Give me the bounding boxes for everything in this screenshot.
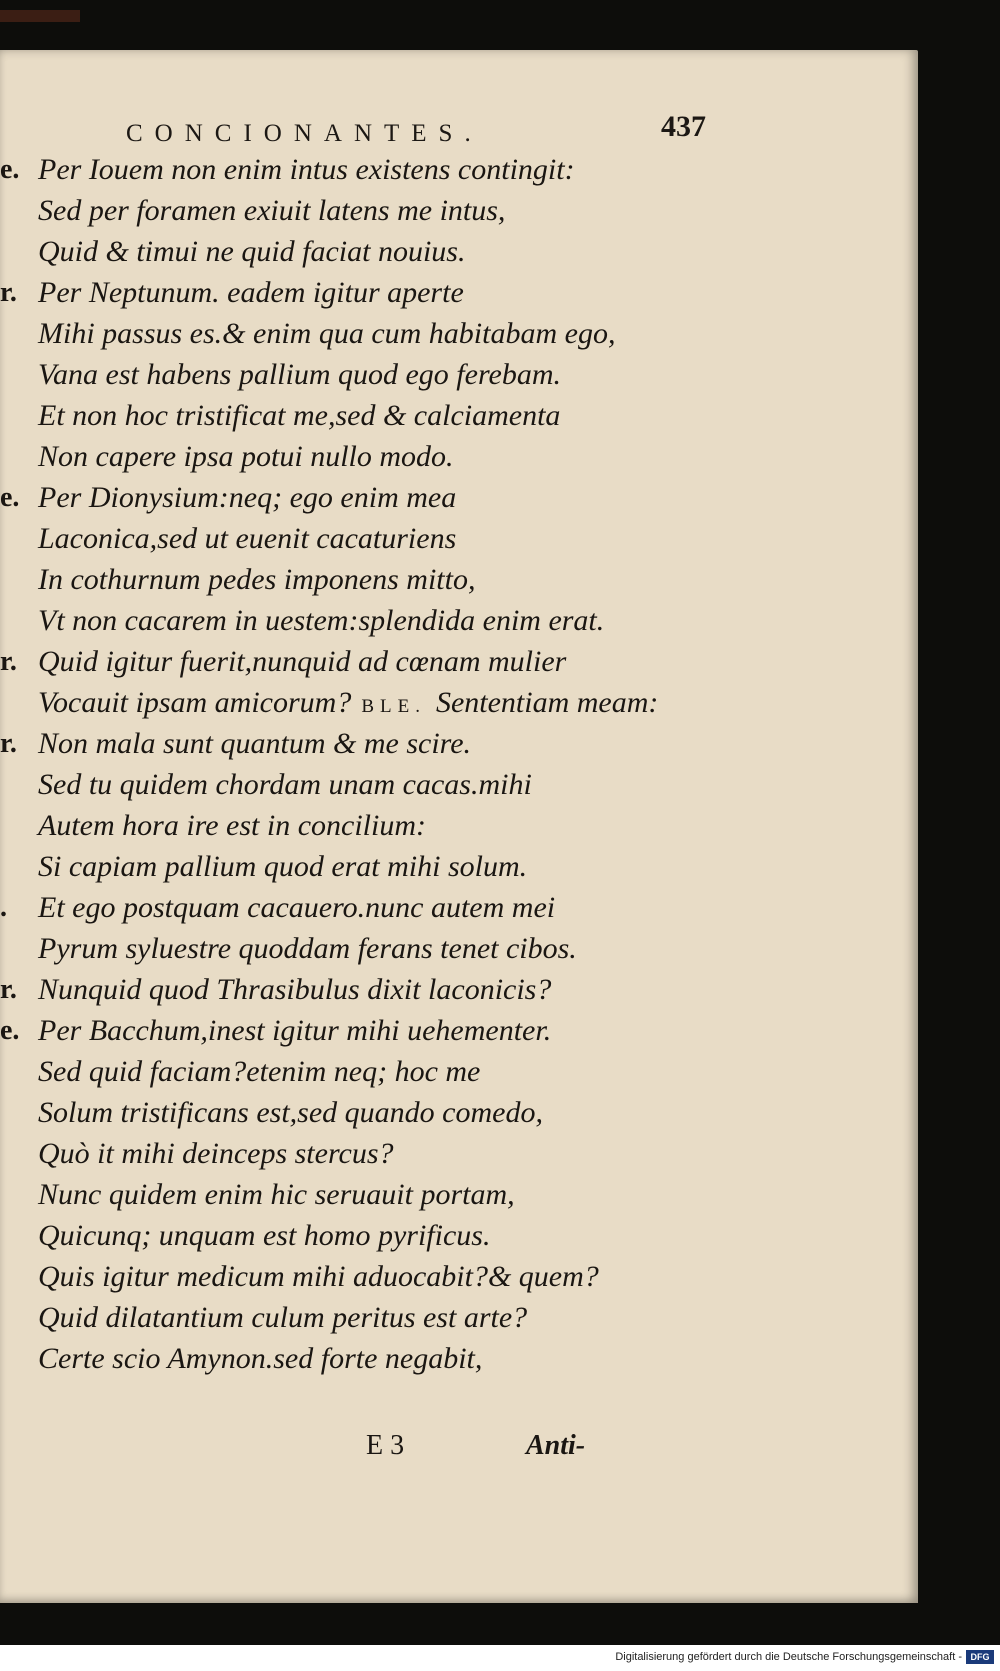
verse-text-part: Quid & timui ne quid faciat nouius. xyxy=(38,235,466,268)
verse-text xyxy=(38,1297,527,1338)
verse-text-part: Pyrum syluestre quoddam ferans tenet cibos. xyxy=(38,932,577,965)
dfg-logo: DFG xyxy=(966,1650,994,1664)
verse-line xyxy=(0,1133,918,1174)
verse-text-part: Et ego postquam cacauero.nunc autem mei xyxy=(38,891,556,924)
verse-text-part: Non mala sunt quantum & me scire. xyxy=(38,727,472,760)
verse-line xyxy=(0,313,918,354)
page-number: 437 xyxy=(661,110,706,143)
verse-line xyxy=(0,1174,918,1215)
verse-text xyxy=(38,1010,551,1051)
verse-text xyxy=(38,1338,482,1379)
catchword: Anti- xyxy=(526,1430,586,1461)
verse-text xyxy=(38,1133,394,1174)
verse-text xyxy=(38,928,577,969)
verse-line xyxy=(0,436,918,477)
verse-text xyxy=(38,436,454,477)
verse-line xyxy=(0,477,918,518)
verse-text-part: Et non hoc tristificat me,sed & calciamenta xyxy=(38,399,561,432)
verse-line xyxy=(0,1338,918,1379)
verse-text xyxy=(38,805,426,846)
verse-line xyxy=(0,969,918,1010)
verse-line xyxy=(0,354,918,395)
verse-text-part: Per Iouem non enim intus existens contingit: xyxy=(38,153,575,186)
speaker-mark: . xyxy=(0,892,7,923)
verse-text-part: Si capiam pallium quod erat mihi solum. xyxy=(38,850,528,883)
verse-text-part: Mihi passus es.& enim qua cum habitabam ego, xyxy=(38,317,616,350)
verse-text xyxy=(38,846,527,887)
speaker-mark: r. xyxy=(0,728,17,759)
verse-text xyxy=(38,887,555,928)
verse-text-part: Quicunq; unquam est homo pyrificus. xyxy=(38,1219,491,1252)
verse-text-part: Sed per foramen exiuit latens me intus, xyxy=(38,194,506,227)
verse-line xyxy=(0,518,918,559)
verse-line xyxy=(0,1092,918,1133)
speaker-mark: r. xyxy=(0,277,17,308)
verse-line xyxy=(0,723,918,764)
verse-line xyxy=(0,1215,918,1256)
verse-text-part: Vana est habens pallium quod ego ferebam. xyxy=(38,358,561,391)
verse-text-part: Laconica,sed ut euenit cacaturiens xyxy=(38,522,457,555)
verse-text-part: Quid dilatantium culum peritus est arte? xyxy=(38,1301,528,1334)
verse-line xyxy=(0,887,918,928)
verse-text-part: Quid igitur fuerit,nunquid ad cœnam mulier xyxy=(38,645,567,678)
verse-line xyxy=(0,1010,918,1051)
verse-line xyxy=(0,1256,918,1297)
verse-text xyxy=(38,1092,543,1133)
verse-text xyxy=(38,395,560,436)
speaker-name: BLE. xyxy=(361,696,426,717)
verse-text xyxy=(38,682,658,727)
verse-line xyxy=(0,600,918,641)
verse-text-part: Autem hora ire est in concilium: xyxy=(38,809,426,842)
verse-text-part: In cothurnum pedes imponens mitto, xyxy=(38,563,476,596)
verse-text xyxy=(38,354,561,395)
verse-text-part: Nunquid quod Thrasibulus dixit laconicis? xyxy=(38,973,552,1006)
speaker-mark: r. xyxy=(0,646,17,677)
verse-text-part: Per Neptunum. eadem igitur aperte xyxy=(38,276,464,309)
verse-text xyxy=(38,723,471,764)
verse-text xyxy=(38,1174,515,1215)
verse-text-part: Vocauit ipsam amicorum? xyxy=(38,686,352,719)
signature-mark: E 3 xyxy=(366,1430,405,1461)
verse-text xyxy=(38,641,566,682)
verse-text xyxy=(38,190,505,231)
verse-text-part: Sed quid faciam?etenim neq; hoc me xyxy=(38,1055,481,1088)
verse-line xyxy=(0,764,918,805)
verse-text xyxy=(38,1256,599,1297)
verse-text-part: Solum tristificans est,sed quando comedo, xyxy=(38,1096,543,1129)
verse-text-part: Sententiam meam: xyxy=(435,686,659,719)
verse-text xyxy=(38,477,456,518)
verse-line xyxy=(0,231,918,272)
verse-line xyxy=(0,805,918,846)
verse-text xyxy=(38,1051,480,1092)
speaker-mark: e. xyxy=(0,1015,20,1046)
verse-text-part: Quis igitur medicum mihi aduocabit?& quem? xyxy=(38,1260,599,1293)
verse-line xyxy=(0,641,918,682)
verse-text-part: Non capere ipsa potui nullo modo. xyxy=(38,440,454,473)
verse-text xyxy=(38,272,464,313)
running-head: CONCIONANTES. xyxy=(126,120,483,147)
verse-text xyxy=(38,149,575,190)
verse-line xyxy=(0,1051,918,1092)
page-footer xyxy=(0,1430,918,1470)
credit-bar xyxy=(0,1645,1000,1671)
verse-line xyxy=(0,190,918,231)
speaker-mark: e. xyxy=(0,482,20,513)
verse-text xyxy=(38,559,475,600)
verse-text xyxy=(38,313,615,354)
verse-line xyxy=(0,682,918,723)
verse-text xyxy=(38,231,466,272)
verse-text-part: Nunc quidem enim hic seruauit portam, xyxy=(38,1178,515,1211)
verse-lines xyxy=(0,149,918,1379)
verse-text xyxy=(38,764,532,805)
verse-line xyxy=(0,846,918,887)
verse-text xyxy=(38,1215,490,1256)
verse-line xyxy=(0,559,918,600)
verse-line xyxy=(0,272,918,313)
verse-text xyxy=(38,969,551,1010)
verse-text xyxy=(38,518,456,559)
verse-line xyxy=(0,149,918,190)
verse-text-part: Per Dionysium:neq; ego enim mea xyxy=(38,481,457,514)
verse-text-part: Vt non cacarem in uestem:splendida enim erat. xyxy=(38,604,605,637)
verse-text-part: Certe scio Amynon.sed forte negabit, xyxy=(38,1342,483,1375)
speaker-mark: r. xyxy=(0,974,17,1005)
verse-text xyxy=(38,600,604,641)
credit-text: Digitalisierung gefördert durch die Deutsche Forschungsgemeinschaft - xyxy=(615,1651,962,1663)
speaker-mark: e. xyxy=(0,154,20,185)
verse-line xyxy=(0,928,918,969)
verse-text-part: Quò it mihi deinceps stercus? xyxy=(38,1137,394,1170)
verse-text-part: Sed tu quidem chordam unam cacas.mihi xyxy=(38,768,532,801)
verse-line xyxy=(0,1297,918,1338)
book-page xyxy=(0,50,918,1603)
verse-text-part: Per Bacchum,inest igitur mihi uehementer. xyxy=(38,1014,552,1047)
verse-line xyxy=(0,395,918,436)
